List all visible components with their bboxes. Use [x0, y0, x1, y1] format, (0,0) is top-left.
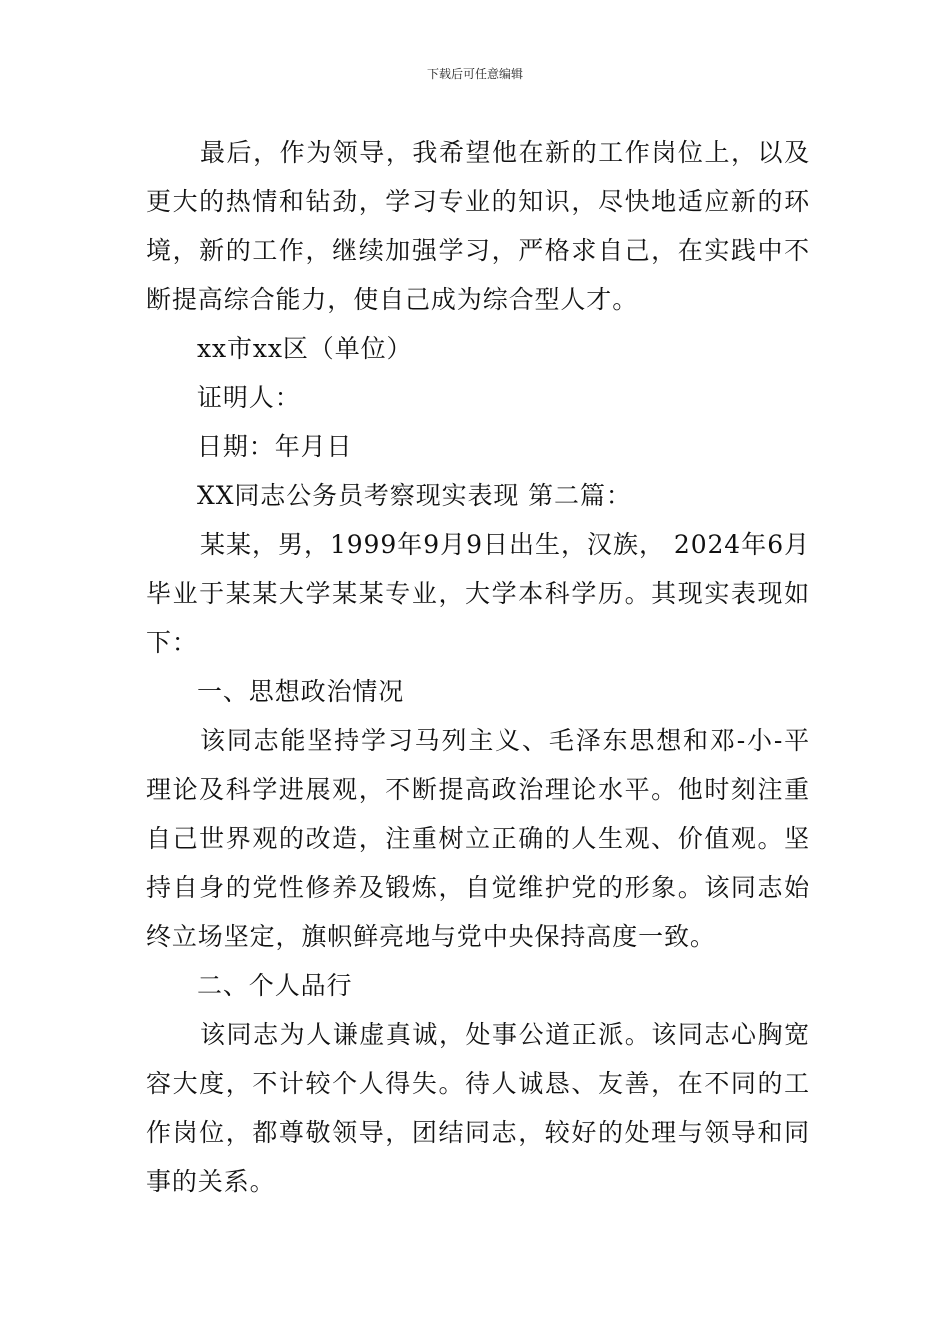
heading-personal-conduct: 二、个人品行: [197, 971, 353, 1000]
paragraph-personal-conduct: 该同志为人谦虚真诚，处事公道正派。该同志心胸宽容大度，不计较个人得失。待人诚恳、友善，在不同的工作岗位，都尊敬领导，团结同志，较好的处理与领导和同事的关系。: [146, 1020, 810, 1196]
page-header-note: 下载后可任意编辑: [426, 67, 523, 81]
paragraph-political-thought: 该同志能坚持学习马列主义、毛泽东思想和邓-小-平理论及科学进展观，不断提高政治理论水平。他时刻注重自己世界观的改造，注重树立正确的人生观、价值观。坚持自身的党性修养及锻炼，自觉维护党的形象。该同志始终立场坚定，旗帜鲜亮地与党中央保持高度一致。: [146, 726, 810, 951]
section-title: XX同志公务员考察现实表现 第二篇：: [197, 481, 632, 510]
document-body: [146, 128, 810, 1206]
date-line: 日期：年月日: [197, 432, 353, 461]
heading-political-thought: 一、思想政治情况: [197, 677, 405, 706]
paragraph-closing-remarks: 最后，作为领导，我希望他在新的工作岗位上，以及更大的热情和钻劲，学习专业的知识，尽快地适应新的环境，新的工作，继续加强学习，严格求自己，在实践中不断提高综合能力，使自己成为综合型人才。: [146, 138, 810, 314]
unit-line: xx市xx区（单位）: [197, 334, 413, 363]
paragraph-personal-info: 某某，男，1999年9月9日出生，汉族， 2024年6月毕业于某某大学某某专业，大学本科学历。其现实表现如下：: [146, 530, 810, 657]
witness-line: 证明人：: [197, 383, 301, 412]
